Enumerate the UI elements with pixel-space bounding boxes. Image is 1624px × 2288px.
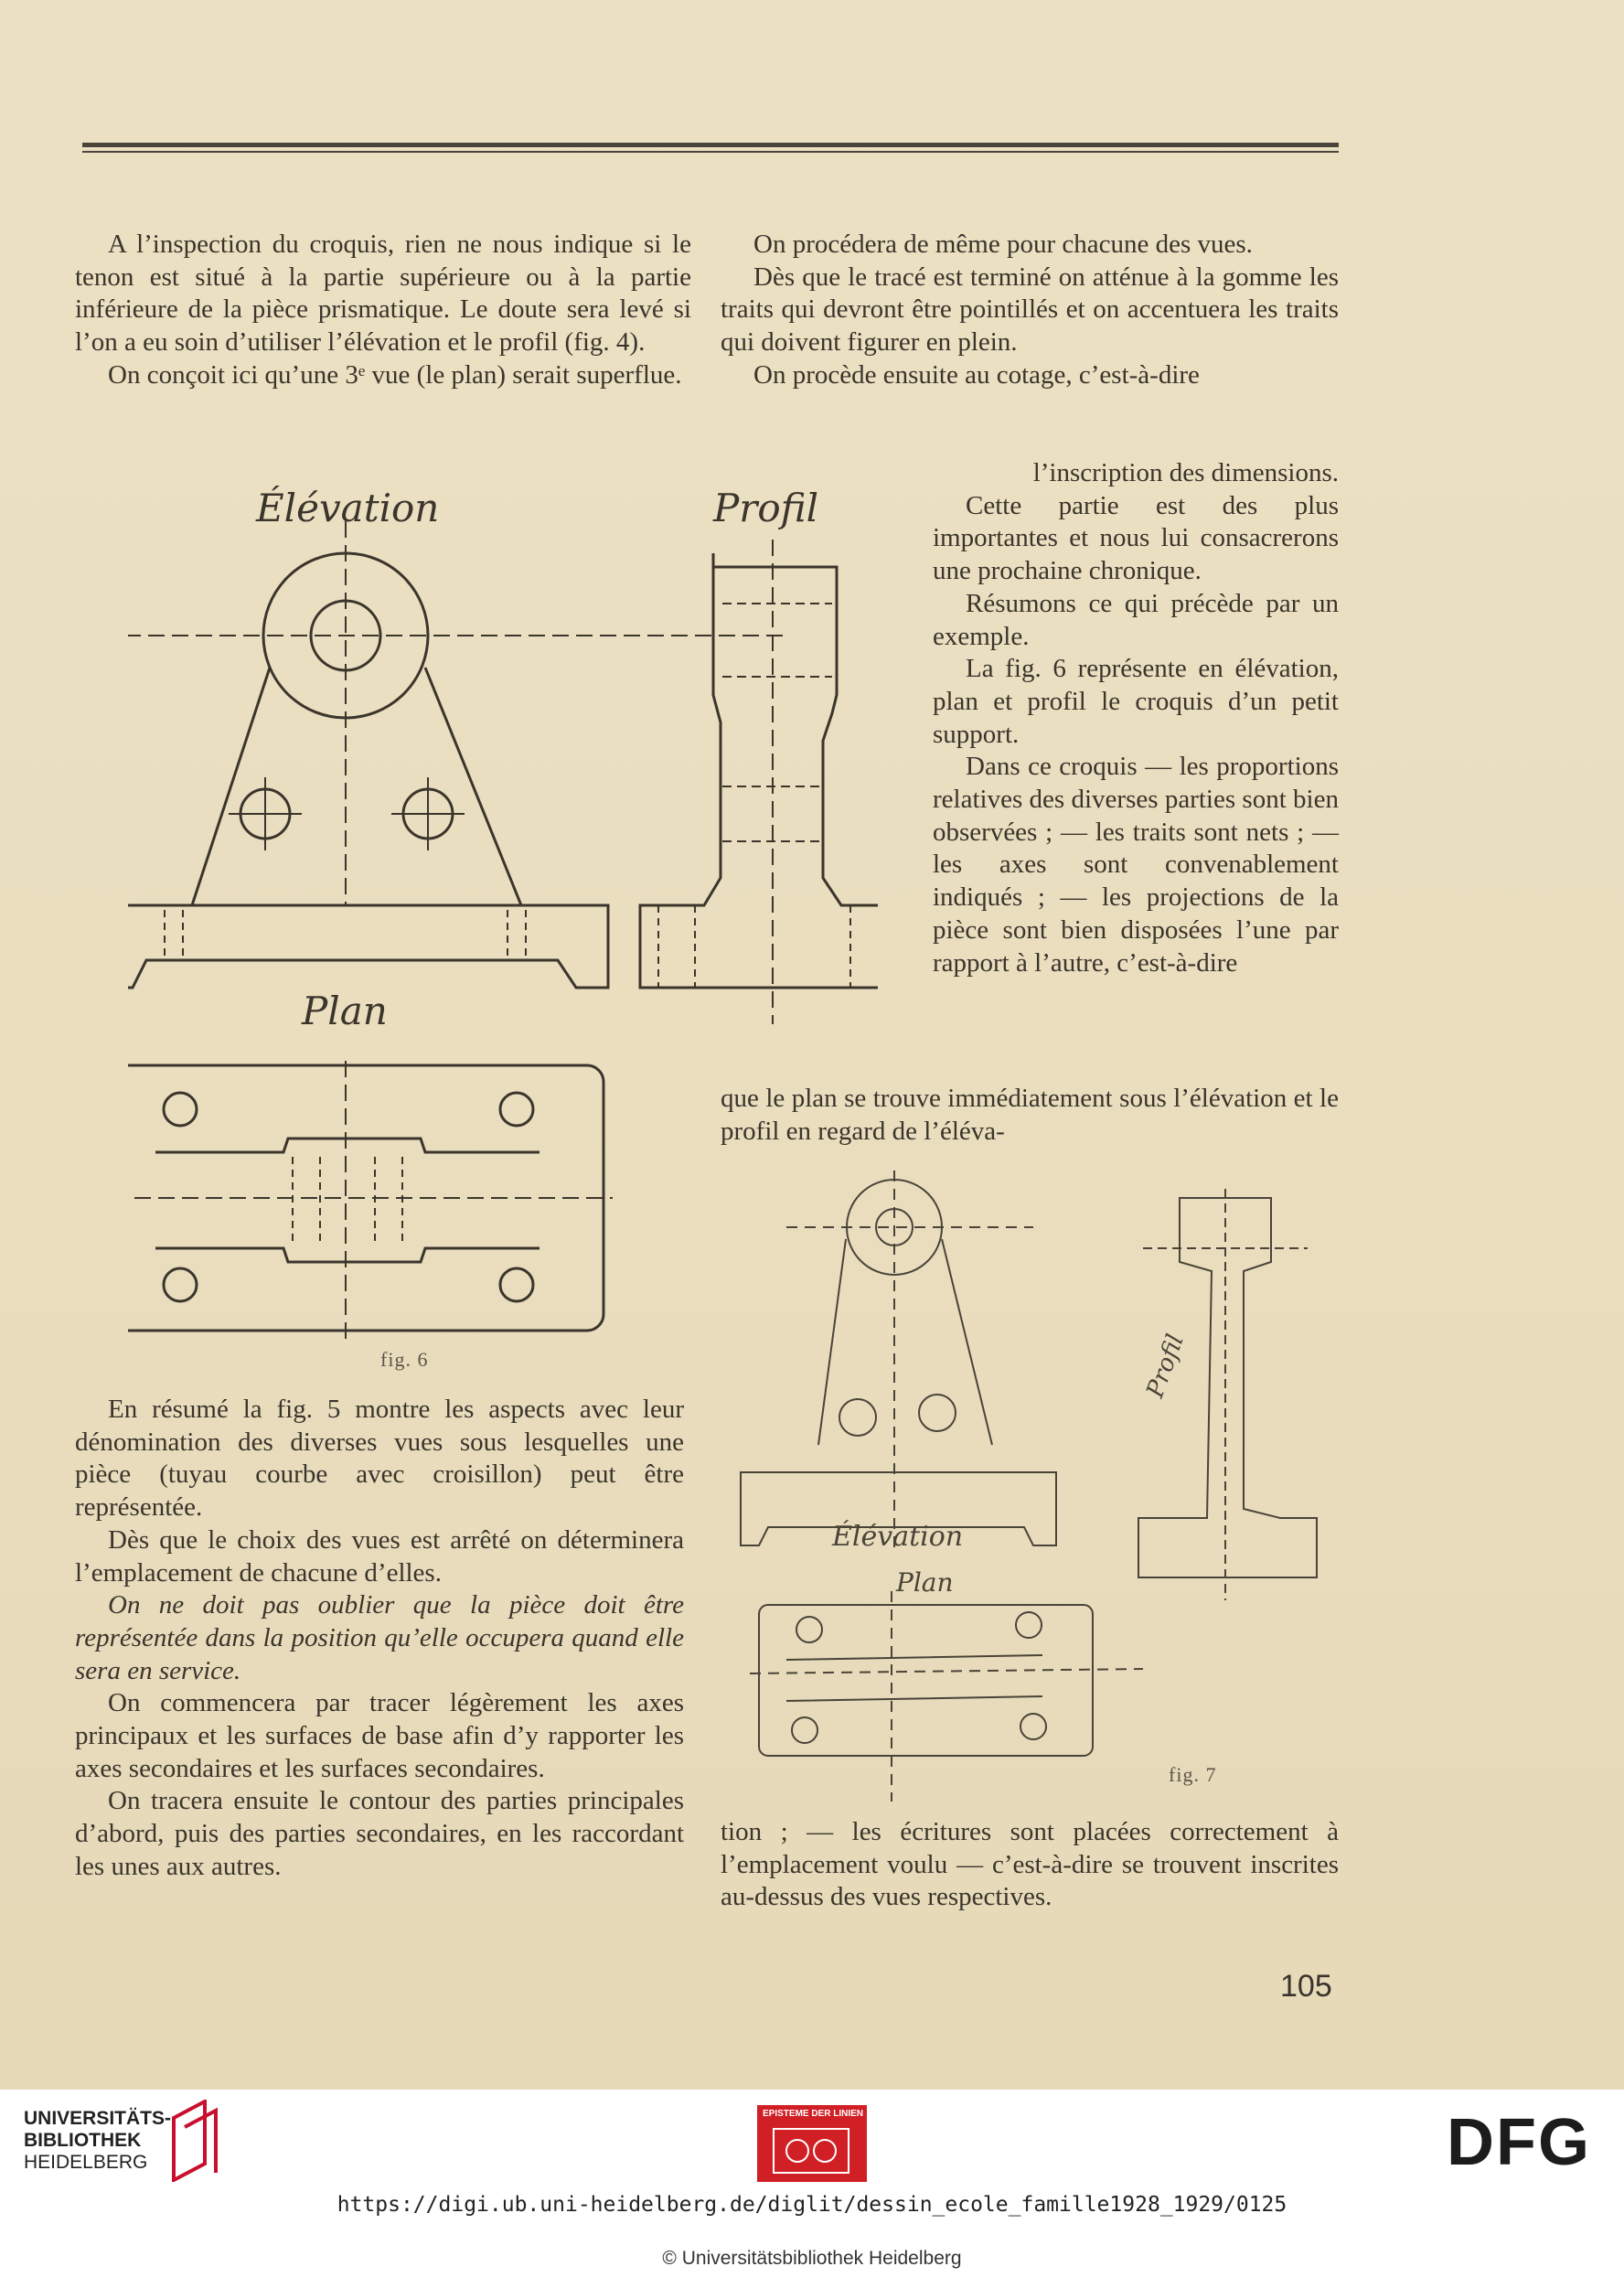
- right-column-wide: [721, 1083, 1339, 1148]
- copyright-notice: © Universitätsbibliothek Heidelberg: [662, 2248, 962, 2269]
- paragraph: que le plan se trouve immédiatement sous l’élévation et le profil en regard de l’éléva-: [721, 1084, 1339, 1146]
- library-name-line1: UNIVERSITÄTS-: [24, 2108, 172, 2129]
- dfg-logo[interactable]: DFG: [1447, 2106, 1591, 2179]
- paragraph: Dès que le choix des vues est arrêté on déterminera l’emplacement de chacune d’elles.: [75, 1524, 684, 1588]
- right-column-top: [721, 229, 1339, 392]
- epistemes-figure-icon: [770, 2125, 852, 2176]
- fig7-elevation-sketch: [741, 1171, 1056, 1555]
- fig7-caption: fig. 7: [1169, 1763, 1217, 1786]
- fig6-caption: fig. 6: [380, 1348, 429, 1371]
- paragraph: Dès que le tracé est terminé on atténue à la gomme les traits qui devront être pointillés et on accentuera les traits qui doivent figurer en plein.: [721, 262, 1339, 358]
- paragraph-italic: On ne doit pas oublier que la pièce doit être représentée dans la position qu’elle occupera quand elle sera en service.: [75, 1590, 684, 1685]
- left-column-bottom: [75, 1394, 684, 1884]
- fig6-label-plan: Plan: [302, 989, 388, 1033]
- left-column-top: [75, 229, 691, 392]
- paragraph: tion ; — les écritures sont placées correctement à l’emplacement voulu — c’est-à-dire se trouvent inscrites au-dessus des vues respectives.: [721, 1817, 1339, 1912]
- library-emblem-icon: [165, 2100, 227, 2182]
- paragraph: On tracera ensuite le contour des parties principales d’abord, puis des parties secondaires, en les raccordant les unes aux autres.: [75, 1786, 684, 1881]
- epistemes-logo[interactable]: [757, 2105, 867, 2182]
- fig7-drawing: [732, 1161, 1335, 1802]
- paragraph: On procédera de même pour chacune des vues.: [753, 230, 1253, 259]
- fig7-label-elevation: Élévation: [832, 1521, 964, 1553]
- paragraph: En résumé la fig. 5 montre les aspects avec leur dénomination des diverses vues sous lesquelles une pièce (tuyau courbe avec croisillon) peut être représentée.: [75, 1395, 684, 1523]
- library-name-line3: HEIDELBERG: [24, 2152, 148, 2173]
- library-logo[interactable]: [24, 2108, 171, 2174]
- library-name-line2: BIBLIOTHEK: [24, 2130, 142, 2151]
- fig7-label-profil: Profil: [1141, 1331, 1190, 1402]
- fig6-label-profil: Profil: [713, 486, 819, 530]
- fig7-label-plan: Plan: [896, 1567, 954, 1598]
- page-number: 105: [1280, 1969, 1332, 2004]
- right-column-bottom: [721, 1816, 1339, 1914]
- fig6-label-elevation: Élévation: [256, 486, 440, 530]
- permalink-url[interactable]: https://digi.ub.uni-heidelberg.de/diglit/dessin_ecole_famille1928_1929/0125: [337, 2193, 1287, 2217]
- top-rule-thin: [82, 151, 1339, 153]
- right-column-narrow: [933, 457, 1339, 979]
- paragraph: On commencera par tracer légèrement les axes principaux et les surfaces de base afin d’y rapporter les axes secondaires et les surfaces secondaires.: [75, 1688, 684, 1783]
- fig7-plan-sketch: [750, 1591, 1143, 1802]
- epistemes-logo-text: EPISTEME DER LINIEN: [763, 2109, 864, 2119]
- fig6-profile-view: [640, 540, 878, 1024]
- paragraph: On procède ensuite au cotage, c’est-à-dire: [753, 359, 1200, 390]
- paragraph: A l’inspection du croquis, rien ne nous indique si le tenon est situé à la partie supérieure ou à la partie inférieure de la pièce prismatique. Le doute sera levé si l’on a eu soin d’utiliser l’élévation et le profil (fig. 4).: [75, 230, 691, 358]
- fig6-elevation-view: [128, 521, 786, 988]
- paragraph: l’inscription des dimensions.: [1032, 458, 1339, 487]
- paragraph: On conçoit ici qu’une 3ᵉ vue (le plan) serait superflue.: [108, 359, 682, 390]
- top-rule-thick: [82, 143, 1339, 147]
- fig6-plan-view: [128, 1061, 613, 1344]
- paragraph: Cette partie est des plus importantes et nous lui consacrerons une prochaine chronique.: [933, 490, 1339, 586]
- paragraph: Dans ce croquis — les proportions relatives des diverses parties sont bien observées ; — les traits sont nets ; — les axes sont convenablement indiqués ; — les projections de la pièce sont bien disposées l’une par rapport à l’autre, c’est-à-dire: [933, 752, 1339, 978]
- paragraph: La fig. 6 représente en élévation, plan et profil le croquis d’un petit support.: [933, 654, 1339, 749]
- paragraph: Résumons ce qui précède par un exemple.: [933, 588, 1339, 651]
